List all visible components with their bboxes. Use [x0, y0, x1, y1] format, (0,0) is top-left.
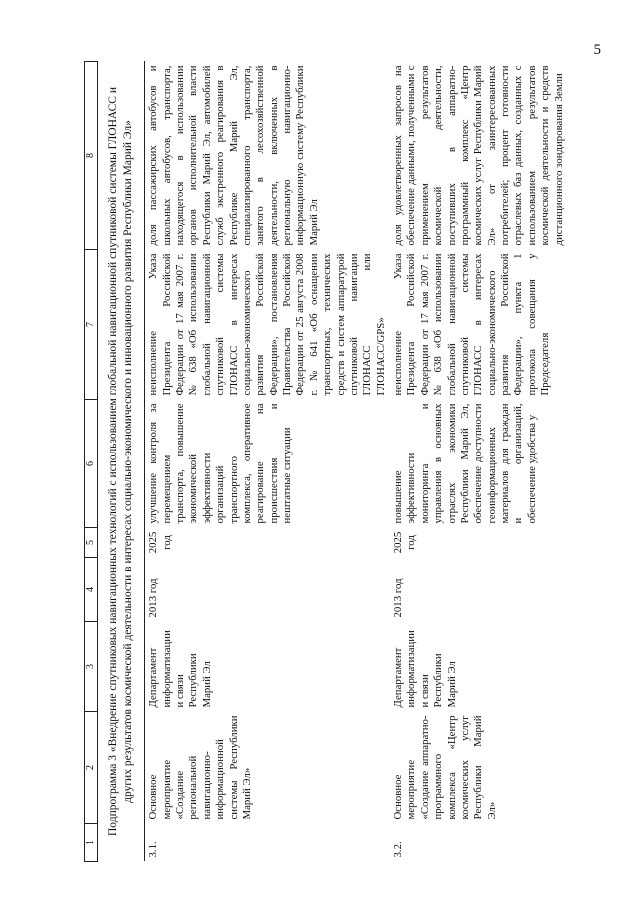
row-number: 3.2. — [392, 841, 405, 858]
start-year: 2013 год — [147, 578, 160, 618]
table-row — [390, 62, 620, 862]
measure-name: Основное мероприятие «Создание региональной навигационно-информационной системы Республики Марий Эл» — [147, 715, 253, 820]
end-year: 2025 год — [392, 531, 418, 554]
subprogram-title: Подпрограмма 3 «Внедрение спутниковых навигационных технологий с использованием глобальной навигационной спутниковой системы ГЛОНАСС и других результатов космической деятельности в интересах социально-экономического и инновационного развития Республики Марий Эл» — [98, 62, 145, 862]
page-number: 5 — [593, 42, 601, 58]
expected-result: улучшение контроля за перемещением транспорта, повышение экономической эффективности организаций транспортного комплекса, оперативное реагирование на происшествия и нештатные ситуации — [147, 403, 294, 524]
table-row — [145, 62, 390, 862]
column-number: 7 — [85, 250, 98, 400]
program-table — [84, 61, 620, 862]
subprogram-row — [98, 62, 145, 862]
expected-result: повышение эффективности мониторинга и управления в основных отраслях экономики Республики Марий Эл, обеспечение доступности геоинформационных материалов для граждан и организаций, обеспечение удобства у — [392, 403, 538, 524]
rotated-table-wrapper — [84, 62, 616, 862]
measure-name: Основное мероприятие «Создание аппаратно-программного комплекса «Центр космических услуг Республики Марий Эл» — [392, 715, 498, 820]
row-number: 3.1. — [147, 841, 160, 858]
executor: Департамент информатизации и связи Республики Марий Эл — [392, 630, 458, 708]
column-number: 5 — [85, 528, 98, 558]
column-number: 3 — [85, 622, 98, 712]
non-implementation-consequences: неисполнение Указа Президента Российской Федерации от 17 мая 2007 г. № 638 «Об использовании глобальной навигационной спутниковой системы ГЛОНАСС в интересах социально-экономического развития Российской Федерации», постановления Правительства Российской Федерации от 25 августа 2008 г. № 641 «Об оснащении транспортных, технических средств и систем аппаратурой спутниковой навигации ГЛОНАСС или ГЛОНАСС/GPS» — [147, 253, 387, 396]
end-year: 2025 год — [147, 531, 173, 554]
column-number: 1 — [85, 824, 98, 862]
column-number-row — [85, 62, 98, 862]
column-number: 6 — [85, 400, 98, 528]
start-year: 2013 год — [392, 578, 405, 618]
non-implementation-consequences: неисполнение Указа Президента Российской Федерации от 17 мая 2007 г. № 638 «Об использовании глобальной навигационной спутниковой системы ГЛОНАСС в интересах социально-экономического развития Российской Федерации», пункта 1 протокола совещания у Председателя — [392, 253, 552, 396]
column-number: 2 — [85, 712, 98, 824]
column-number: 4 — [85, 558, 98, 622]
related-indicators: доля пассажирских автобусов и школьных автобусов, транспорта, находящегося в использовании органов исполнительной власти Республики Марий Эл, автомобилей служб экстренного реагирования в Республике Марий Эл, специализированного транспорта, занятого в лесохозяйственной деятельности, включенных в региональную навигационно-информационную систему Республики Марий Эл — [147, 65, 320, 246]
executor: Департамент информатизации и связи Республики Марий Эл — [147, 630, 213, 708]
related-indicators: доля удовлетворенных запросов на обеспечение данными, полученными с применением результатов космической деятельности, поступивших в аппаратно-программный комплекс «Центр космических услуг Республики Марий Эл» от заинтересованных потребителей; процент готовности отраслевых баз данных, созданных с использованием результатов космической деятельности и средств дистанционного зондирования Земли — [392, 65, 565, 246]
column-number: 8 — [85, 62, 98, 250]
